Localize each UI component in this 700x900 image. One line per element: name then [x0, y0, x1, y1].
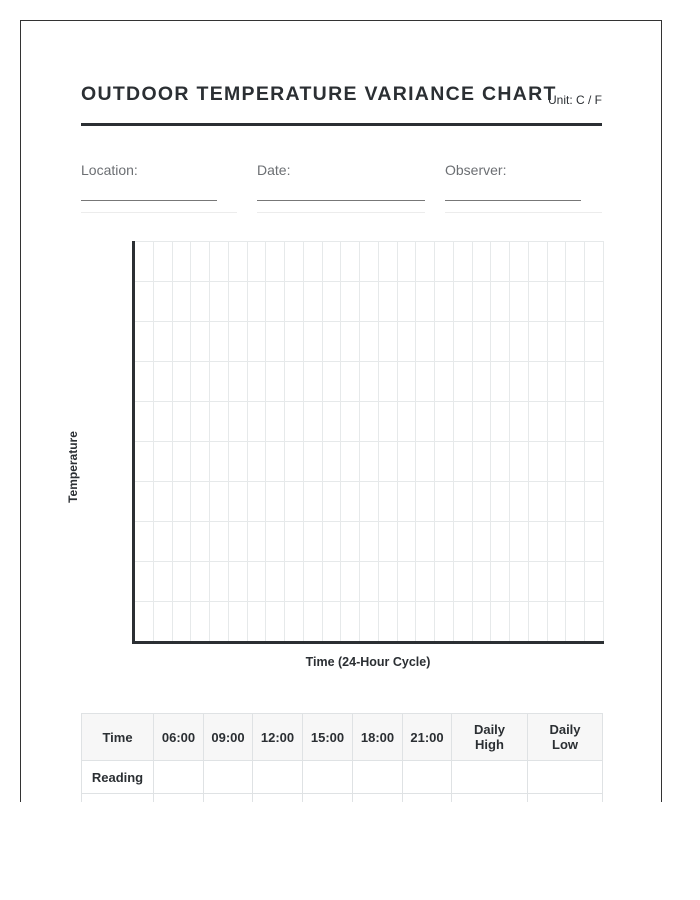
y-axis-label: Temperature: [66, 431, 80, 503]
reading-cell-0600[interactable]: [154, 761, 204, 794]
reading-cell-2100[interactable]: [403, 761, 452, 794]
row-label: [82, 794, 154, 803]
table-cell[interactable]: [204, 794, 253, 803]
table-cell[interactable]: [303, 794, 353, 803]
table-row: [82, 761, 603, 794]
header-1800: 18:00: [353, 714, 403, 761]
header-daily-high: Daily High: [452, 714, 528, 761]
header-time: Time: [82, 714, 154, 761]
worksheet-page: [20, 20, 662, 802]
temperature-grid-chart: [132, 241, 604, 644]
date-label: Date:: [257, 162, 291, 178]
table-cell[interactable]: [154, 794, 204, 803]
grid-lines: [135, 241, 604, 641]
reading-cell-1200[interactable]: [253, 761, 303, 794]
title-row: [81, 83, 602, 126]
reading-cell-daily-low[interactable]: [528, 761, 603, 794]
unit-label: Unit: C / F: [547, 93, 602, 107]
page-title: OUTDOOR TEMPERATURE VARIANCE CHART: [81, 83, 557, 105]
date-field[interactable]: [257, 162, 425, 213]
reading-cell-1800[interactable]: [353, 761, 403, 794]
header-2100: 21:00: [403, 714, 452, 761]
row-label-reading: Reading: [82, 761, 154, 794]
header-0900: 09:00: [204, 714, 253, 761]
location-field[interactable]: [81, 162, 237, 213]
observer-label: Observer:: [445, 162, 507, 178]
header-daily-low: Daily Low: [528, 714, 603, 761]
table-cell[interactable]: [528, 794, 603, 803]
table-cell[interactable]: [353, 794, 403, 803]
table-cell[interactable]: [403, 794, 452, 803]
table-row: [82, 794, 603, 803]
table-header-row: [82, 714, 603, 761]
location-label: Location:: [81, 162, 138, 178]
table-cell[interactable]: [253, 794, 303, 803]
readings-table: [81, 713, 603, 802]
reading-cell-daily-high[interactable]: [452, 761, 528, 794]
x-axis-label: Time (24-Hour Cycle): [305, 655, 431, 669]
reading-cell-0900[interactable]: [204, 761, 253, 794]
observer-input-line[interactable]: [445, 200, 581, 201]
header-1500: 15:00: [303, 714, 353, 761]
header-0600: 06:00: [154, 714, 204, 761]
header-1200: 12:00: [253, 714, 303, 761]
location-input-line[interactable]: [81, 200, 217, 201]
reading-cell-1500[interactable]: [303, 761, 353, 794]
date-input-line[interactable]: [257, 200, 425, 201]
observer-field[interactable]: [445, 162, 602, 213]
table-cell[interactable]: [452, 794, 528, 803]
